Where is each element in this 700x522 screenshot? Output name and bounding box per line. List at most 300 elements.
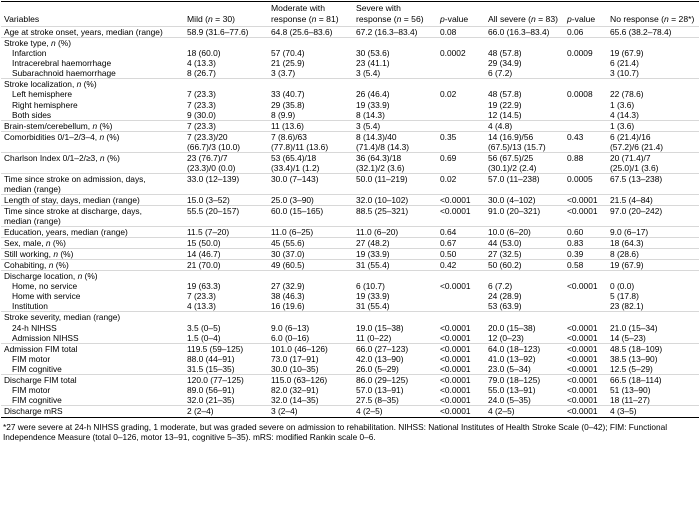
- cell-all-severe: 4 (2–5): [485, 405, 564, 417]
- cell-no-response: 48.5 (18–109): [607, 343, 699, 354]
- cell-severe-response: 19 (33.9): [356, 99, 390, 110]
- cell-moderate-response: 38 (46.3): [271, 291, 305, 302]
- cell-moderate-response: 30.0 (7–143): [268, 173, 353, 194]
- cell-p-value-1: 0.02: [440, 89, 457, 100]
- cell-p-value-1: <0.0001: [440, 281, 471, 292]
- cell-all-severe: 24.0 (5–35): [488, 394, 531, 405]
- cell-severe-response: 42.0 (13–90): [356, 353, 404, 364]
- cell-all-severe: 79.0 (18–125): [485, 374, 564, 385]
- cell-severe-response: 30 (53.6): [356, 48, 390, 59]
- cell-variable: Admission NIHSS: [12, 332, 79, 343]
- cell-moderate-response: 3 (2–4): [268, 405, 353, 417]
- cell-no-response: 9.0 (6–17): [607, 227, 699, 238]
- cell-p-value-2: <0.0001: [564, 205, 607, 226]
- cell-severe-response: 36 (64.3)/18 (32.1)/2 (3.6): [353, 152, 437, 173]
- cell-severe-response: 6 (10.7): [356, 281, 385, 292]
- cell-severe-response: 19 (33.9): [353, 249, 437, 260]
- cell-p-value-1: <0.0001: [437, 374, 485, 385]
- cell-p-value-1: <0.0001: [440, 322, 471, 333]
- cell-all-severe: 4 (4.8): [485, 120, 564, 131]
- cell-p-value-2: [564, 120, 607, 131]
- cell-p-value-1: <0.0001: [437, 194, 485, 205]
- table-row: [1, 301, 699, 312]
- cell-moderate-response: 8 (9.9): [271, 109, 296, 120]
- cell-no-response: 23 (82.1): [610, 301, 644, 312]
- table-row: [1, 354, 699, 364]
- cell-no-response: 1 (3.6): [607, 120, 699, 131]
- cell-all-severe: 12 (0–23): [488, 332, 524, 343]
- table-row: [1, 238, 699, 249]
- cell-moderate-response: 7 (8.6)/63 (77.8)/11 (13.6): [268, 131, 353, 152]
- table-row: [1, 374, 699, 385]
- cell-variable: FIM cognitive: [12, 394, 62, 405]
- cell-p-value-1: <0.0001: [440, 353, 471, 364]
- cell-no-response: [607, 79, 699, 90]
- cell-all-severe: 10.0 (6–20): [485, 227, 564, 238]
- cell-p-value-1: [437, 58, 485, 68]
- cell-variable: Stroke severity, median (range): [1, 312, 184, 323]
- table-row: [1, 281, 699, 291]
- cell-no-response: [607, 312, 699, 323]
- cell-p-value-1: 0.02: [437, 173, 485, 194]
- cell-variable: Institution: [12, 301, 48, 312]
- cell-all-severe: 19 (22.9): [488, 99, 522, 110]
- cell-all-severe: 66.0 (16.3–83.4): [485, 27, 564, 38]
- cell-variable: Infarction: [12, 48, 47, 59]
- cell-severe-response: 8 (14.3): [356, 109, 385, 120]
- cell-severe-response: [353, 38, 437, 49]
- cell-moderate-response: 11 (13.6): [268, 120, 353, 131]
- cell-severe-response: 57.0 (13–91): [356, 384, 404, 395]
- cell-mild: 7 (23.3): [187, 89, 216, 100]
- cell-p-value-1: [437, 120, 485, 131]
- cell-p-value-2: 0.0009: [567, 48, 593, 59]
- cell-severe-response: 26 (46.4): [356, 89, 390, 100]
- cell-p-value-2: [564, 301, 607, 312]
- cell-severe-response: 26.0 (5–29): [356, 363, 399, 374]
- header-all-severe: All severe (n = 83): [488, 13, 558, 24]
- cell-all-severe: 6 (7.2): [488, 281, 513, 292]
- cell-all-severe: 23.0 (5–34): [488, 363, 531, 374]
- cell-p-value-2: 0.0005: [564, 173, 607, 194]
- cell-mild: 7 (23.3): [184, 120, 268, 131]
- cell-p-value-2: [564, 271, 607, 282]
- cell-no-response: 19 (67.9): [607, 260, 699, 271]
- cell-p-value-2: 0.06: [564, 27, 607, 38]
- table-row: [1, 271, 699, 282]
- cell-p-value-2: <0.0001: [564, 343, 607, 354]
- cell-severe-response: [353, 271, 437, 282]
- cell-no-response: [607, 38, 699, 49]
- cell-variable: Length of stay, days, median (range): [1, 194, 184, 205]
- cell-variable: Discharge mRS: [1, 405, 184, 417]
- cell-mild: 19 (63.3): [187, 281, 221, 292]
- table-row: [1, 291, 699, 301]
- cell-p-value-1: [437, 38, 485, 49]
- cell-p-value-1: <0.0001: [440, 394, 471, 405]
- cell-moderate-response: 33 (40.7): [271, 89, 305, 100]
- cell-no-response: 4 (14.3): [610, 109, 639, 120]
- cell-all-severe: 55.0 (13–91): [488, 384, 536, 395]
- cell-mild: 3.5 (0–5): [187, 322, 221, 333]
- cell-no-response: 67.5 (13–238): [607, 173, 699, 194]
- cell-mild: 14 (46.7): [184, 249, 268, 260]
- cell-p-value-2: [564, 312, 607, 323]
- table-row: [1, 68, 699, 79]
- cell-mild: 23 (76.7)/7 (23.3)/0 (0.0): [184, 152, 268, 173]
- table-row: [1, 152, 699, 173]
- cell-p-value-2: <0.0001: [564, 405, 607, 417]
- cell-variable: Subarachnoid haemorrhage: [12, 68, 116, 79]
- cell-no-response: 1 (3.6): [610, 99, 635, 110]
- cell-variable: Charlson Index 0/1–2/≥3, n (%): [1, 152, 184, 173]
- cell-moderate-response: 25.0 (3–90): [268, 194, 353, 205]
- cell-mild: 15.0 (3–52): [184, 194, 268, 205]
- table-row: [1, 323, 699, 333]
- cell-severe-response: 19.0 (15–38): [356, 322, 404, 333]
- cell-mild: 11.5 (7–20): [184, 227, 268, 238]
- cell-all-severe: 14 (16.9)/56 (67.5)/13 (15.7): [485, 131, 564, 152]
- cell-p-value-1: 0.0002: [440, 48, 466, 59]
- cell-mild: 55.5 (20–157): [184, 205, 268, 226]
- cell-moderate-response: [268, 38, 353, 49]
- stroke-characteristics-table: [1, 1, 699, 418]
- cell-p-value-1: 0.35: [437, 131, 485, 152]
- table-footnote: *27 were severe at 24-h NIHSS grading, 1 moderate, but was graded severe on admission to rehabilitation. NIHSS: National Institutes of Health Stroke Scale (0–42); FIM: Functional Independence Measure (total 0–126, motor 13–91, cognitive 5–35). mRS: modified Rankin scale 0–6.: [3, 421, 668, 443]
- cell-moderate-response: 82.0 (32–91): [271, 384, 319, 395]
- header-p-value-2: p-value: [567, 13, 596, 24]
- cell-all-severe: 12 (14.5): [488, 109, 522, 120]
- cell-variable: Right hemisphere: [12, 99, 78, 110]
- cell-moderate-response: 16 (19.6): [271, 301, 305, 312]
- cell-variable: Left hemisphere: [12, 89, 73, 100]
- table-row: [1, 79, 699, 90]
- cell-p-value-2: <0.0001: [567, 281, 598, 292]
- cell-moderate-response: 3 (3.7): [271, 68, 296, 79]
- cell-p-value-2: 0.58: [564, 260, 607, 271]
- header-mild: Mild (n = 30): [187, 13, 236, 24]
- cell-severe-response: 67.2 (16.3–83.4): [353, 27, 437, 38]
- cell-mild: 4 (13.3): [187, 301, 216, 312]
- cell-p-value-1: 0.50: [437, 249, 485, 260]
- table-row: [1, 343, 699, 354]
- table-row: [1, 58, 699, 68]
- cell-moderate-response: 49 (60.5): [268, 260, 353, 271]
- header-variables: Variables: [4, 13, 40, 24]
- cell-mild: 18 (60.0): [187, 48, 221, 59]
- cell-p-value-2: [564, 68, 607, 79]
- cell-all-severe: 41.0 (13–92): [488, 353, 536, 364]
- cell-moderate-response: [268, 79, 353, 90]
- cell-variable: Comorbidities 0/1–2/3–4, n (%): [1, 131, 184, 152]
- cell-no-response: 19 (67.9): [610, 48, 644, 59]
- cell-moderate-response: 101.0 (46–126): [268, 343, 353, 354]
- cell-p-value-1: [437, 312, 485, 323]
- cell-moderate-response: 45 (55.6): [268, 238, 353, 249]
- cell-p-value-2: 0.0008: [567, 89, 593, 100]
- cell-severe-response: 88.5 (25–321): [353, 205, 437, 226]
- cell-all-severe: 57.0 (11–238): [485, 173, 564, 194]
- cell-p-value-1: [437, 301, 485, 312]
- cell-moderate-response: 32.0 (14–35): [271, 394, 319, 405]
- cell-mild: [184, 38, 268, 49]
- cell-severe-response: 11 (0–22): [356, 332, 392, 343]
- cell-p-value-1: [437, 79, 485, 90]
- cell-p-value-1: <0.0001: [440, 363, 471, 374]
- cell-mild: 15 (50.0): [184, 238, 268, 249]
- table-row: [1, 131, 699, 152]
- cell-moderate-response: [268, 271, 353, 282]
- table-row: [1, 27, 699, 38]
- cell-moderate-response: 73.0 (17–91): [271, 353, 319, 364]
- table-row: [1, 227, 699, 238]
- table-container: [0, 1, 700, 522]
- table-row: [1, 89, 699, 99]
- cell-no-response: 22 (78.6): [610, 89, 644, 100]
- cell-severe-response: 4 (2–5): [353, 405, 437, 417]
- header-moderate-response: Moderate with response (n = 81): [271, 3, 339, 24]
- cell-no-response: 6 (21.4): [610, 58, 639, 69]
- cell-severe-response: [353, 312, 437, 323]
- cell-p-value-1: 0.67: [437, 238, 485, 249]
- table-row: [1, 364, 699, 375]
- cell-all-severe: 30.0 (4–102): [485, 194, 564, 205]
- cell-p-value-1: 0.08: [437, 27, 485, 38]
- cell-p-value-2: 0.43: [564, 131, 607, 152]
- cell-no-response: 0 (0.0): [610, 281, 635, 292]
- cell-variable: Both sides: [12, 109, 52, 120]
- cell-severe-response: 27.5 (8–35): [356, 394, 399, 405]
- cell-moderate-response: [268, 312, 353, 323]
- cell-all-severe: 50 (60.2): [485, 260, 564, 271]
- cell-no-response: 6 (21.4)/16 (57.2)/6 (21.4): [607, 131, 699, 152]
- cell-mild: [184, 312, 268, 323]
- table-row: [1, 333, 699, 344]
- table-row: [1, 205, 699, 226]
- cell-mild: 31.5 (15–35): [187, 363, 235, 374]
- table-row: [1, 48, 699, 58]
- cell-variable: Stroke localization, n (%): [1, 79, 184, 90]
- cell-moderate-response: 11.0 (6–25): [268, 227, 353, 238]
- cell-no-response: 12.5 (5–29): [610, 363, 653, 374]
- cell-mild: 7 (23.3): [187, 291, 216, 302]
- cell-moderate-response: 6.0 (0–16): [271, 332, 310, 343]
- cell-variable: Time since stroke at discharge, days, median (range): [1, 205, 184, 226]
- cell-p-value-1: 0.69: [437, 152, 485, 173]
- header-p-value-1: p-value: [440, 13, 469, 24]
- cell-mild: 58.9 (31.6–77.6): [184, 27, 268, 38]
- header-row: [1, 2, 699, 27]
- table-row: [1, 395, 699, 406]
- cell-severe-response: 11.0 (6–20): [353, 227, 437, 238]
- cell-p-value-1: <0.0001: [440, 384, 471, 395]
- cell-severe-response: 19 (33.9): [356, 291, 390, 302]
- table-row: [1, 38, 699, 49]
- cell-p-value-2: [564, 79, 607, 90]
- cell-moderate-response: 60.0 (15–165): [268, 205, 353, 226]
- cell-no-response: 66.5 (18–114): [607, 374, 699, 385]
- cell-p-value-2: <0.0001: [567, 394, 598, 405]
- cell-variable: Time since stroke on admission, days, median (range): [1, 173, 184, 194]
- cell-all-severe: [485, 312, 564, 323]
- cell-all-severe: [485, 271, 564, 282]
- cell-p-value-2: <0.0001: [567, 332, 598, 343]
- cell-p-value-1: 0.64: [437, 227, 485, 238]
- header-severe-response: Severe with response (n = 56): [356, 3, 424, 24]
- cell-severe-response: 31 (55.4): [356, 301, 390, 312]
- table-row: [1, 405, 699, 417]
- cell-severe-response: 86.0 (29–125): [353, 374, 437, 385]
- cell-no-response: 8 (28.6): [607, 249, 699, 260]
- cell-no-response: 18 (11–27): [610, 394, 650, 405]
- cell-severe-response: 50.0 (11–219): [353, 173, 437, 194]
- cell-variable: 24-h NIHSS: [12, 322, 57, 333]
- cell-p-value-1: <0.0001: [437, 205, 485, 226]
- cell-p-value-2: 0.60: [564, 227, 607, 238]
- cell-all-severe: 20.0 (15–38): [488, 322, 536, 333]
- cell-p-value-2: <0.0001: [567, 363, 598, 374]
- cell-no-response: 18 (64.3): [607, 238, 699, 249]
- cell-all-severe: 91.0 (20–321): [485, 205, 564, 226]
- cell-moderate-response: 57 (70.4): [271, 48, 305, 59]
- table-row: [1, 100, 699, 110]
- cell-mild: 32.0 (21–35): [187, 394, 235, 405]
- cell-no-response: 5 (17.8): [610, 291, 639, 302]
- cell-no-response: 21.0 (15–34): [610, 322, 658, 333]
- cell-p-value-1: [437, 68, 485, 79]
- cell-variable: Discharge location, n (%): [1, 271, 184, 282]
- cell-p-value-2: <0.0001: [564, 194, 607, 205]
- cell-variable: Intracerebral haemorrhage: [12, 58, 112, 69]
- cell-variable: Education, years, median (range): [1, 227, 184, 238]
- cell-p-value-2: [564, 100, 607, 110]
- table-body: [1, 27, 699, 418]
- cell-no-response: 21.5 (4–84): [607, 194, 699, 205]
- cell-all-severe: 53 (63.9): [488, 301, 522, 312]
- cell-variable: Brain-stem/cerebellum, n (%): [1, 120, 184, 131]
- cell-severe-response: 3 (5.4): [353, 120, 437, 131]
- cell-p-value-1: <0.0001: [437, 405, 485, 417]
- cell-p-value-2: [564, 38, 607, 49]
- cell-moderate-response: 30.0 (10–35): [271, 363, 319, 374]
- cell-moderate-response: 30 (37.0): [268, 249, 353, 260]
- cell-p-value-1: <0.0001: [440, 332, 471, 343]
- cell-mild: 21 (70.0): [184, 260, 268, 271]
- cell-mild: 120.0 (77–125): [184, 374, 268, 385]
- cell-severe-response: 32.0 (10–102): [353, 194, 437, 205]
- table-row: [1, 312, 699, 323]
- cell-all-severe: 24 (28.9): [488, 291, 522, 302]
- cell-p-value-2: [564, 291, 607, 301]
- cell-moderate-response: 29 (35.8): [271, 99, 305, 110]
- cell-moderate-response: 27 (32.9): [271, 281, 305, 292]
- header-no-response: No response (n = 28*): [610, 13, 695, 24]
- cell-mild: 7 (23.3)/20 (66.7)/3 (10.0): [184, 131, 268, 152]
- cell-variable: Discharge FIM total: [1, 374, 184, 385]
- cell-variable: Home with service: [12, 291, 81, 302]
- cell-no-response: 14 (5–23): [610, 332, 646, 343]
- cell-mild: 119.5 (59–125): [184, 343, 268, 354]
- cell-variable: Stroke type, n (%): [1, 38, 184, 49]
- cell-all-severe: [485, 38, 564, 49]
- cell-variable: FIM motor: [12, 384, 51, 395]
- cell-moderate-response: 21 (25.9): [271, 58, 305, 69]
- cell-p-value-1: 0.42: [437, 260, 485, 271]
- cell-mild: [184, 271, 268, 282]
- cell-p-value-2: [564, 110, 607, 121]
- cell-all-severe: 64.0 (18–123): [485, 343, 564, 354]
- cell-no-response: [607, 271, 699, 282]
- cell-mild: 8 (26.7): [187, 68, 216, 79]
- cell-mild: 4 (13.3): [187, 58, 216, 69]
- cell-all-severe: 48 (57.8): [488, 89, 522, 100]
- cell-p-value-1: [437, 271, 485, 282]
- cell-variable: Admission FIM total: [1, 343, 184, 354]
- cell-all-severe: 56 (67.5)/25 (30.1)/2 (2.4): [485, 152, 564, 173]
- cell-variable: FIM cognitive: [12, 363, 62, 374]
- cell-p-value-2: 0.83: [564, 238, 607, 249]
- table-row: [1, 194, 699, 205]
- cell-all-severe: 48 (57.8): [488, 48, 522, 59]
- cell-moderate-response: 53 (65.4)/18 (33.4)/1 (1.2): [268, 152, 353, 173]
- cell-p-value-2: 0.39: [564, 249, 607, 260]
- table-row: [1, 110, 699, 121]
- cell-all-severe: 29 (34.9): [488, 58, 522, 69]
- cell-severe-response: 66.0 (27–123): [353, 343, 437, 354]
- cell-moderate-response: 9.0 (6–13): [271, 322, 310, 333]
- cell-all-severe: 27 (32.5): [485, 249, 564, 260]
- cell-mild: 2 (2–4): [184, 405, 268, 417]
- cell-severe-response: 23 (41.1): [356, 58, 390, 69]
- cell-no-response: 3 (10.7): [610, 68, 639, 79]
- cell-variable: FIM motor: [12, 353, 51, 364]
- cell-p-value-2: 0.88: [564, 152, 607, 173]
- table-row: [1, 249, 699, 260]
- cell-variable: Age at stroke onset, years, median (range): [1, 27, 184, 38]
- cell-mild: 88.0 (44–91): [187, 353, 235, 364]
- cell-no-response: 4 (3–5): [607, 405, 699, 417]
- cell-mild: 9 (30.0): [187, 109, 216, 120]
- cell-p-value-2: <0.0001: [567, 384, 598, 395]
- cell-all-severe: [485, 79, 564, 90]
- cell-no-response: 38.5 (13–90): [610, 353, 658, 364]
- cell-no-response: 51 (13–90): [610, 384, 651, 395]
- cell-severe-response: [353, 79, 437, 90]
- cell-variable: Home, no service: [12, 281, 78, 292]
- cell-p-value-2: <0.0001: [567, 322, 598, 333]
- cell-severe-response: 27 (48.2): [353, 238, 437, 249]
- cell-variable: Still working, n (%): [1, 249, 184, 260]
- cell-no-response: 97.0 (20–242): [607, 205, 699, 226]
- cell-severe-response: 3 (5.4): [356, 68, 381, 79]
- cell-mild: 33.0 (12–139): [184, 173, 268, 194]
- cell-p-value-2: <0.0001: [564, 374, 607, 385]
- cell-p-value-1: <0.0001: [437, 343, 485, 354]
- cell-all-severe: 6 (7.2): [488, 68, 513, 79]
- cell-p-value-1: [437, 100, 485, 110]
- cell-all-severe: 44 (53.0): [485, 238, 564, 249]
- cell-mild: [184, 79, 268, 90]
- cell-no-response: 20 (71.4)/7 (25.0)/1 (3.6): [607, 152, 699, 173]
- table-row: [1, 173, 699, 194]
- cell-mild: 7 (23.3): [187, 99, 216, 110]
- cell-severe-response: 8 (14.3)/40 (71.4)/8 (14.3): [353, 131, 437, 152]
- cell-mild: 89.0 (56–91): [187, 384, 235, 395]
- cell-p-value-2: <0.0001: [567, 353, 598, 364]
- table-row: [1, 385, 699, 395]
- cell-p-value-1: [437, 110, 485, 121]
- cell-no-response: 65.6 (38.2–78.4): [607, 27, 699, 38]
